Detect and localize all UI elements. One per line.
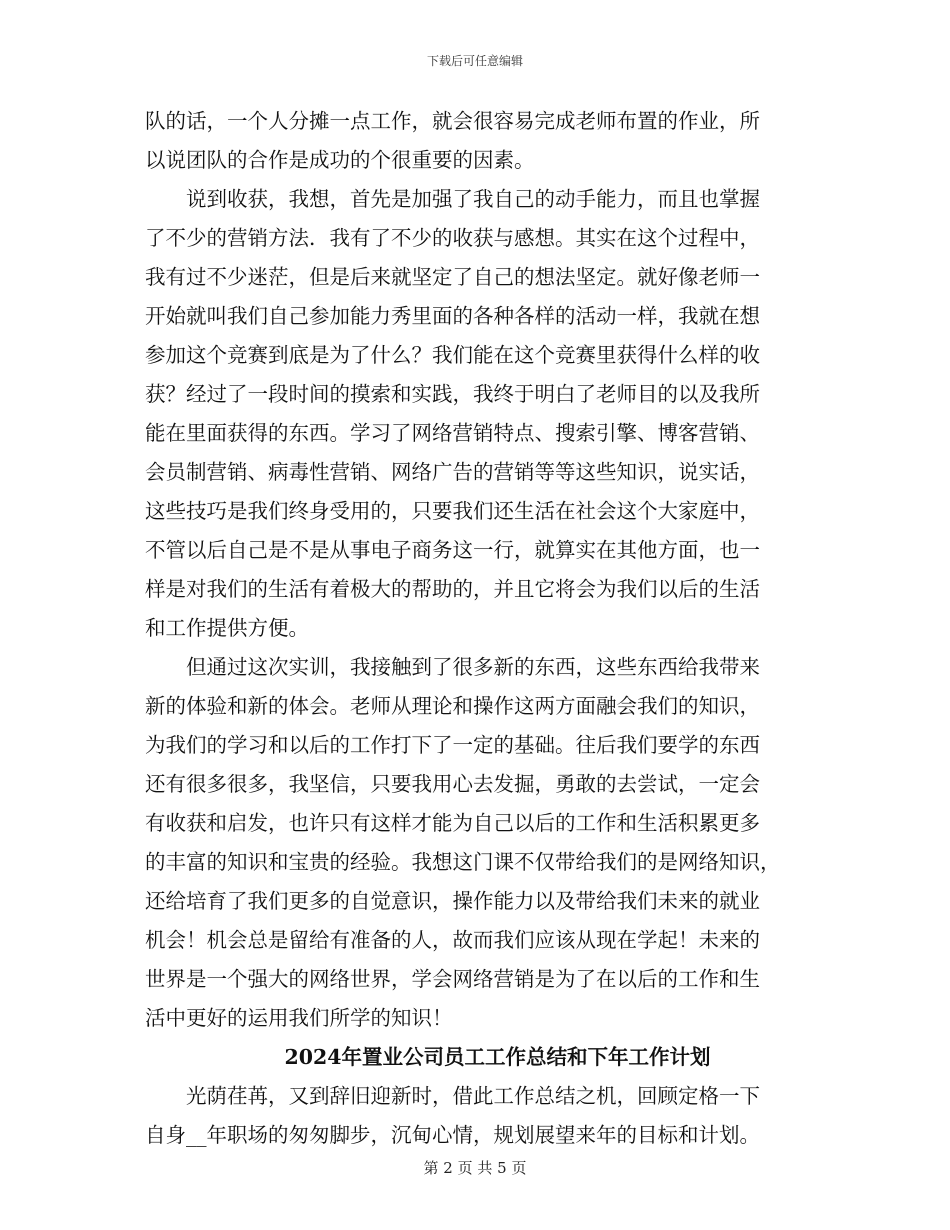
text-line: 能在里面获得的东西。学习了网络营销特点、搜索引擎、博客营销、 <box>145 421 760 445</box>
text-line: 说到收获，我想，首先是加强了我自己的动手能力，而且也掌握 <box>186 187 760 211</box>
text-line: 的丰富的知识和宝贵的经验。我想这门课不仅带给我们的是网络知识， <box>145 850 781 874</box>
text-line: 世界是一个强大的网络世界，学会网络营销是为了在以后的工作和生 <box>145 967 760 991</box>
text-line: 机会！机会总是留给有准备的人，故而我们应该从现在学起！未来的 <box>145 928 760 952</box>
text-line: 但通过这次实训，我接触到了很多新的东西，这些东西给我带来 <box>186 655 760 679</box>
document-body <box>145 102 810 1155</box>
text-line: 会员制营销、病毒性营销、网络广告的营销等等这些知识，说实话， <box>145 460 760 484</box>
text-line: 光荫荏苒，又到辞旧迎新时，借此工作总结之机，回顾定格一下 <box>186 1084 760 1108</box>
text-line: 以说团队的合作是成功的个很重要的因素。 <box>145 148 535 172</box>
text-line: 为我们的学习和以后的工作打下了一定的基础。往后我们要学的东西 <box>145 733 760 757</box>
text-line: 参加这个竞赛到底是为了什么？我们能在这个竞赛里获得什么样的收 <box>145 343 760 367</box>
text-line: 还给培育了我们更多的自觉意识，操作能力以及带给我们未来的就业 <box>145 889 760 913</box>
text-line: 不管以后自己是不是从事电子商务这一行，就算实在其他方面，也一 <box>145 538 760 562</box>
text-line: 还有很多很多，我坚信，只要我用心去发掘，勇敢的去尝试，一定会 <box>145 772 760 796</box>
text-line: 开始就叫我们自己参加能力秀里面的各种各样的活动一样，我就在想 <box>145 304 760 328</box>
text-line: 样是对我们的生活有着极大的帮助的，并且它将会为我们以后的生活 <box>145 577 760 601</box>
text-line: 这些技巧是我们终身受用的，只要我们还生活在社会这个大家庭中， <box>145 499 760 523</box>
text-line: 获？经过了一段时间的摸索和实践，我终于明白了老师目的以及我所 <box>145 382 760 406</box>
text-line: 新的体验和新的体会。老师从理论和操作这两方面融会我们的知识， <box>145 694 760 718</box>
text-line: 活中更好的运用我们所学的知识！ <box>145 1006 453 1030</box>
text-line: 有收获和启发，也许只有这样才能为自己以后的工作和生活积累更多 <box>145 811 760 835</box>
text-line: 我有过不少迷茫，但是后来就坚定了自己的想法坚定。就好像老师一 <box>145 265 760 289</box>
text-line: 了不少的营销方法．我有了不少的收获与感想。其实在这个过程中， <box>145 226 760 250</box>
text-line: 自身__年职场的匆匆脚步，沉甸心情，规划展望来年的目标和计划。 <box>145 1123 760 1147</box>
text-line: 队的话，一个人分摊一点工作，就会很容易完成老师布置的作业，所 <box>145 109 760 133</box>
page-number: 第 2 页 共 5 页 <box>423 1159 527 1177</box>
section-title: 2024年置业公司员工工作总结和下年工作计划 <box>284 1045 711 1069</box>
paragraph-block-2 <box>145 1077 810 1155</box>
paragraph-block-1 <box>145 102 810 1038</box>
header-note: 下载后可任意编辑 <box>426 54 523 68</box>
text-line: 和工作提供方便。 <box>145 616 309 640</box>
